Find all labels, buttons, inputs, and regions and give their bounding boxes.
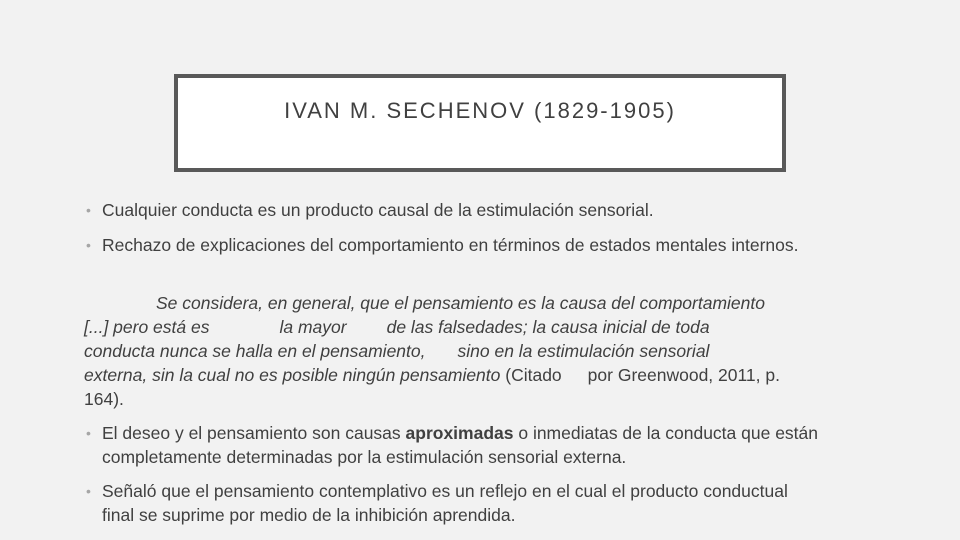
quote-line-2a: [...] pero está es xyxy=(84,317,210,337)
bullet-3-bold: aproximadas xyxy=(405,423,514,443)
bullet-2-text: Rechazo de explicaciones del comportamiento en términos de estados mentales internos. xyxy=(102,235,799,255)
quote-line-2c: de las falsedades; la causa inicial de toda xyxy=(386,317,710,337)
bullet-1 xyxy=(86,198,922,222)
bullet-3-text-after: o inmediatas de la conducta que están completamente determinadas por la estimulación sensorial externa. xyxy=(102,423,818,467)
quote-line-2b: la mayor xyxy=(279,317,347,337)
quote-line-3a: conducta nunca se halla en el pensamiento, xyxy=(84,341,426,361)
bullet-dot: • xyxy=(86,483,91,499)
bullet-2 xyxy=(86,233,832,257)
quote-citation-b: por Greenwood, 2011, p. xyxy=(587,365,780,385)
bullet-4-text: Señaló que el pensamiento contemplativo es un reflejo en el cual el producto conductual final se suprime por medio de la inhibición aprendida. xyxy=(102,481,788,525)
quote-citation-a: (Citado xyxy=(500,365,562,385)
bullet-4 xyxy=(86,479,822,527)
slide-title: IVAN M. SECHENOV (1829-1905) xyxy=(284,98,676,123)
bullet-3-text-before: El deseo y el pensamiento son causas xyxy=(102,423,406,443)
bullet-dot: • xyxy=(86,237,91,253)
quote-line-3b: sino en la estimulación sensorial xyxy=(457,341,710,361)
bullet-dot: • xyxy=(86,425,91,441)
bullet-1-text: Cualquier conducta es un producto causal de la estimulación sensorial. xyxy=(102,200,654,220)
quote-block xyxy=(84,291,904,411)
bullet-3 xyxy=(86,421,882,469)
title-box xyxy=(174,74,786,172)
quote-line-1: Se considera, en general, que el pensamiento es la causa del comportamiento xyxy=(156,293,765,313)
quote-line-4a: externa, sin la cual no es posible ningún pensamiento xyxy=(84,365,501,385)
quote-line-5: 164). xyxy=(84,389,124,409)
bullet-dot: • xyxy=(86,202,91,218)
